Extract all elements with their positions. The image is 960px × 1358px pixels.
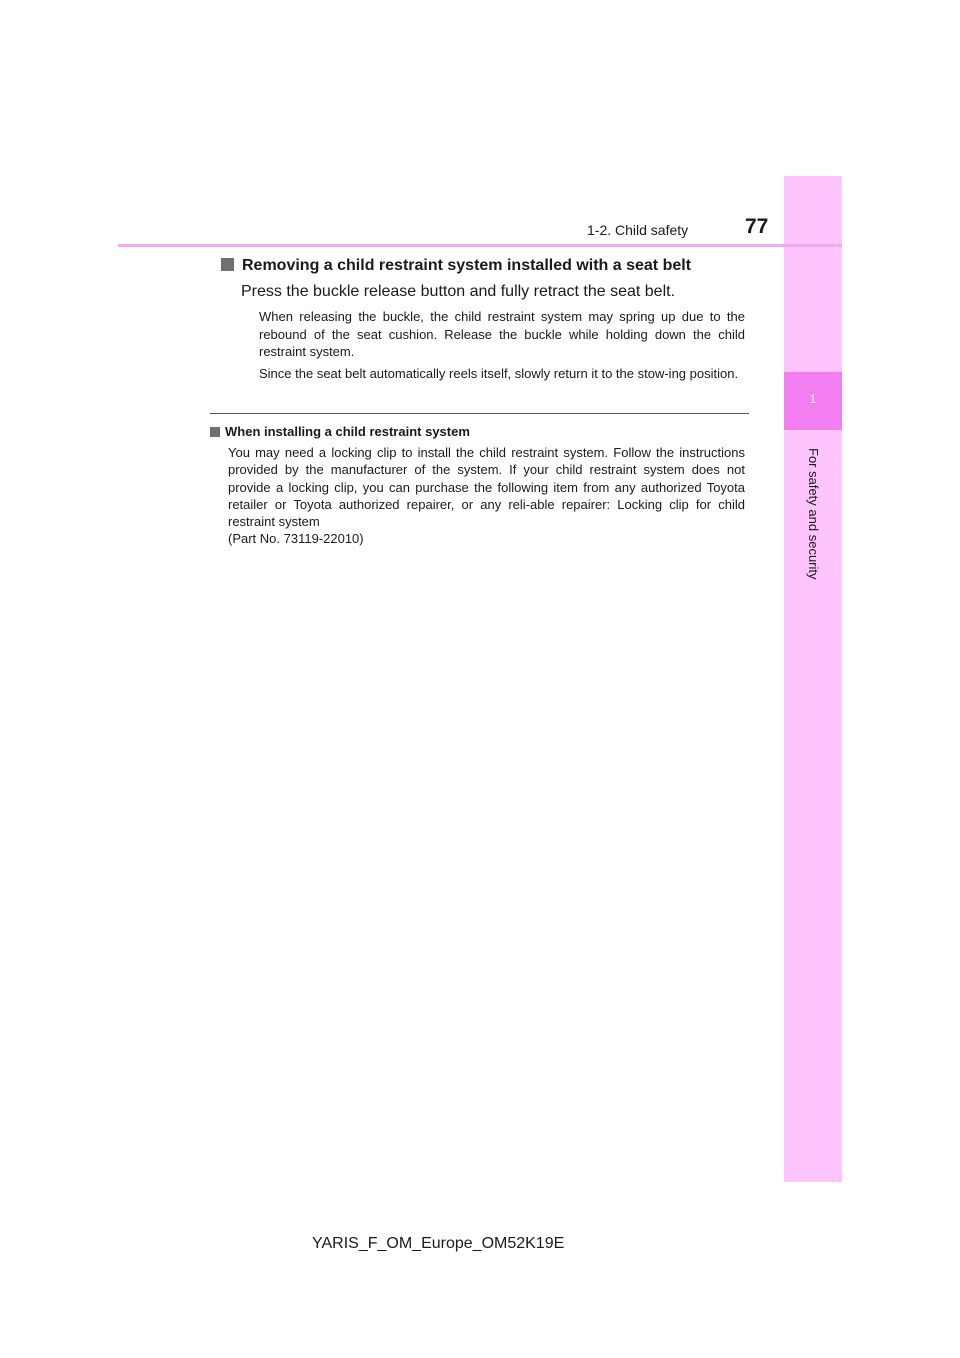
instruction-text: Press the buckle release button and fully retract the seat belt. — [241, 283, 676, 300]
side-tab — [784, 176, 842, 1182]
chapter-title: For safety and security — [806, 448, 821, 580]
info-body — [228, 444, 745, 548]
chapter-number: 1 — [809, 392, 817, 406]
info-heading — [210, 423, 750, 440]
section-heading-text: Removing a child restraint system installed with a seat belt — [242, 257, 692, 274]
part-number: (Part No. 73119-22010) — [228, 531, 364, 547]
square-bullet-icon — [210, 427, 220, 437]
section-divider — [210, 413, 749, 414]
info-body-text: You may need a locking clip to install the child restraint system. Follow the instructions provided by the manufacturer of the system. If your child restraint system does not provide a locking clip, you can purchase the following item from any authorized Toyota retailer or Toyota authorized repairer, or any reli-able repairer: Locking clip for child restraint system — [228, 445, 745, 530]
running-header-section: 1-2. Child safety — [587, 222, 689, 238]
info-heading-text: When installing a child restraint system — [225, 424, 470, 439]
note-paragraph: Since the seat belt automatically reels itself, slowly return it to the stow-ing position. — [259, 366, 739, 381]
page-number: 77 — [745, 215, 769, 238]
document-id: YARIS_F_OM_Europe_OM52K19E — [312, 1235, 565, 1252]
header-rule — [118, 244, 842, 247]
note-paragraph: When releasing the buckle, the child restraint system may spring up due to the rebound of the seat cushion. Release the buckle while holding down the child restraint system. — [259, 309, 745, 359]
section-heading — [221, 255, 761, 277]
square-bullet-icon — [221, 258, 234, 271]
